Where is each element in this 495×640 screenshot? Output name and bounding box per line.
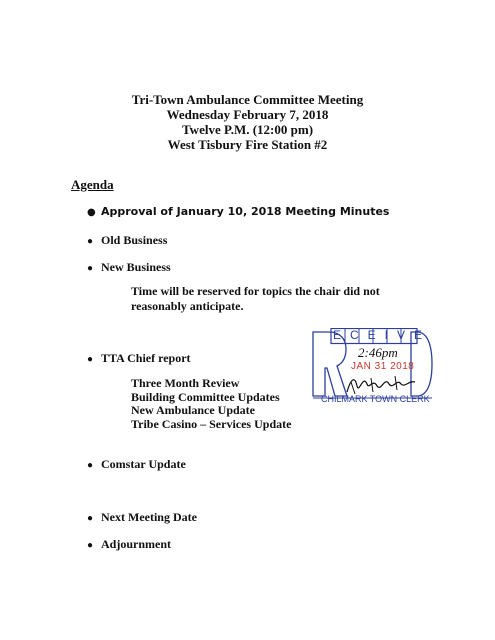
meeting-title: Tri-Town Ambulance Committee Meeting	[131, 92, 364, 107]
subitem: Tribe Casino – Services Update	[131, 416, 292, 431]
received-stamp	[311, 328, 433, 408]
bullet-icon: ●	[87, 263, 94, 274]
bullet-icon: ●	[87, 513, 94, 524]
meeting-header	[0, 92, 495, 152]
agenda-item-new-business	[87, 260, 171, 275]
agenda-item-adjournment	[87, 537, 171, 552]
agenda-item-approval	[87, 205, 389, 218]
agenda-item-label: Next Meeting Date	[101, 510, 197, 524]
meeting-time: Twelve P.M. (12:00 pm)	[181, 122, 314, 137]
agenda-item-chief-report	[87, 351, 191, 366]
bullet-icon: ●	[87, 236, 94, 247]
note-line: Time will be reserved for topics the chair did not	[131, 284, 380, 298]
agenda-item-label: Approval of January 10, 2018 Meeting Minutes	[101, 205, 390, 218]
agenda-heading: Agenda	[71, 177, 114, 192]
agenda-item-label: Adjournment	[101, 537, 172, 551]
stamp-date: JAN 31 2018	[351, 361, 415, 372]
agenda-item-next-meeting	[87, 510, 197, 525]
subitem: New Ambulance Update	[131, 403, 256, 417]
new-business-note	[131, 284, 380, 314]
bullet-icon: ●	[87, 540, 94, 551]
stamp-received-text: ECEIVE	[333, 328, 432, 342]
stamp-clerk: CHILMARK TOWN CLERK	[321, 394, 430, 404]
meeting-date: Wednesday February 7, 2018	[166, 107, 329, 122]
agenda-item-old-business	[87, 233, 167, 248]
note-line: reasonably anticipate.	[131, 299, 244, 313]
agenda-item-label: TTA Chief report	[101, 351, 191, 365]
agenda-item-label: Comstar Update	[101, 457, 186, 471]
agenda-item-label: Old Business	[101, 233, 168, 247]
chief-report-subitems	[131, 377, 291, 431]
meeting-location: West Tisbury Fire Station #2	[167, 137, 328, 152]
bullet-icon: ●	[87, 460, 94, 471]
bullet-icon: ●	[87, 354, 94, 365]
agenda-item-comstar	[87, 457, 186, 472]
subitem: Three Month Review	[131, 376, 240, 390]
agenda-item-label: New Business	[101, 260, 171, 274]
stamp-handwritten-time: 2:46pm	[358, 345, 398, 360]
bullet-icon: ●	[87, 207, 96, 218]
subitem: Building Committee Updates	[131, 389, 280, 404]
